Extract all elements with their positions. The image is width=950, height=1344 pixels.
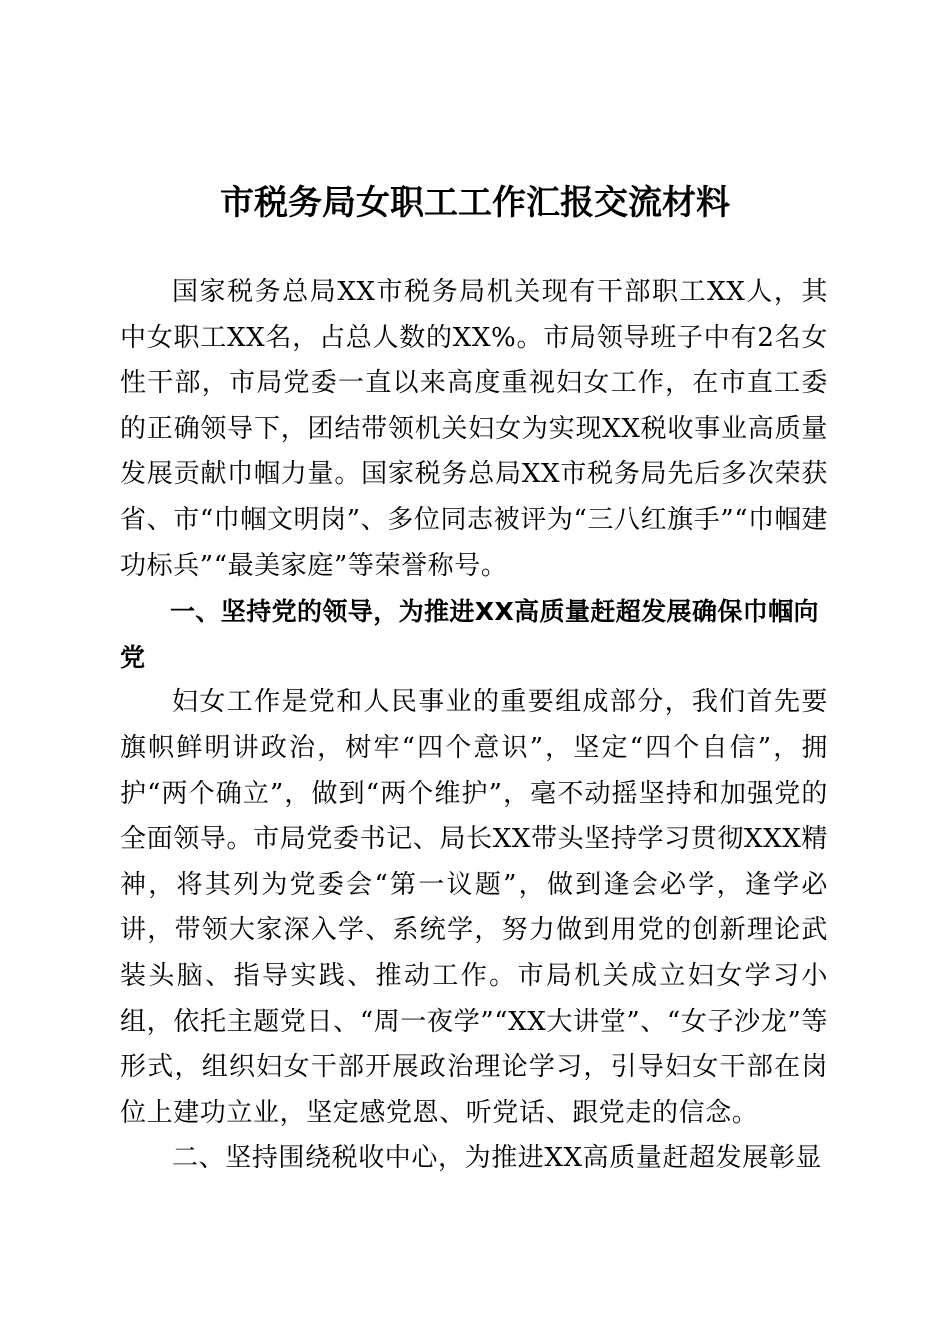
document-title: 市税务局女职工工作汇报交流材料 [220,183,730,223]
section-heading-1: 一、坚持党的领导，为推进XX高质量赶超发展确保巾帼向党 [120,597,819,672]
document-body [120,270,828,1182]
section-heading-2: 二、坚持围绕税收中心，为推进XX高质量赶超发展彰显 [172,1143,823,1174]
section-1-paragraph: 妇女工作是党和人民事业的重要组成部分，我们首先要旗帜鲜明讲政治，树牢“四个意识”，坚定“四个自信”，拥护“两个确立”，做到“两个维护”，毫不动摇坚持和加强党的全面领导。市局党委书记、局长XX带头坚持学习贯彻XXX精神，将其列为党委会“第一议题”，做到逢会必学，逢学必讲，带领大家深入学、系统学，努力做到用党的创新理论武装头脑、指导实践、推动工作。市局机关成立妇女学习小组，依托主题党日、“周一夜学”“XX大讲堂”、“女子沙龙”等形式，组织妇女干部开展政治理论学习，引导妇女干部在岗位上建功立业，坚定感党恩、听党话、跟党走的信念。 [120,687,828,1128]
intro-paragraph: 国家税务总局XX市税务局机关现有干部职工XX人，其中女职工XX名，占总人数的XX%。市局领导班子中有2名女性干部，市局党委一直以来高度重视妇女工作，在市直工委的正确领导下，团结带领机关妇女为实现XX税收事业高质量发展贡献巾帼力量。国家税务总局XX市税务局先后多次荣获省、市“巾帼文明岗”、多位同志被评为“三八红旗手”“巾帼建功标兵”“最美家庭”等荣誉称号。 [120,277,828,581]
